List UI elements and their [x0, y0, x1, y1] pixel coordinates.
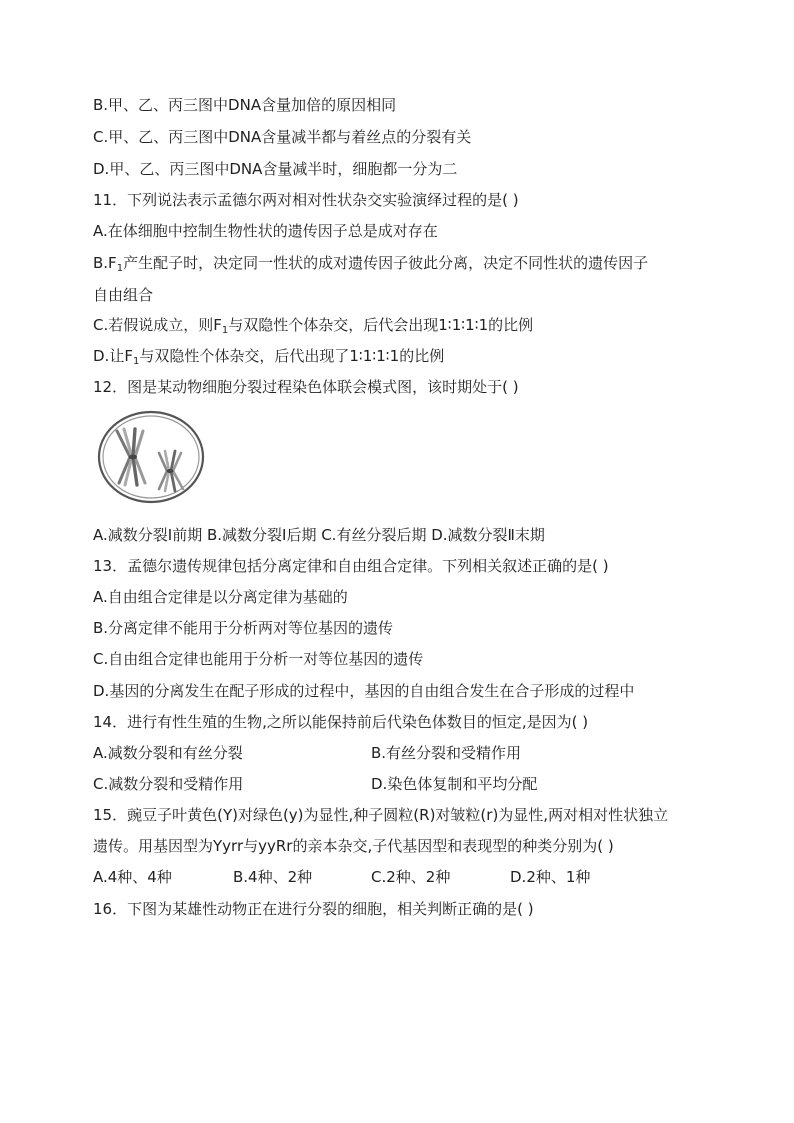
q14-option-b: B.有丝分裂和受精作用 — [371, 744, 522, 762]
q15-option-a: A.4种、4种 — [93, 868, 172, 886]
q13-option-b: B.分离定律不能用于分析两对等位基因的遗传 — [93, 619, 394, 637]
q15-option-b: B.4种、2种 — [233, 868, 313, 886]
q14-option-a: A.减数分裂和有丝分裂 — [93, 744, 243, 762]
q11-option-b: $B.F_1$产生配子时，决定同一性状的成对遗传因子彼此分离，决定不同性状的遗传因子 — [93, 254, 649, 274]
q15-option-d: D.2种、1种 — [510, 868, 591, 886]
q13-option-d: D.基因的分离发生在配子形成的过程中，基因的自由组合发生在合子形成的过程中 — [93, 682, 635, 700]
q11-option-d: D.让$F_1$与双隐性个体杂交，后代出现了1∶1∶1∶1的比例 — [93, 347, 445, 367]
q14-option-c: C.减数分裂和受精作用 — [93, 775, 244, 793]
q10-option-c: C.甲、乙、丙三图中DNA含量减半都与着丝点的分裂有关 — [93, 128, 472, 146]
q11-option-c: C.若假说成立，则$F_1$与双隐性个体杂交，后代会出现1∶1∶1∶1的比例 — [93, 316, 534, 336]
q11-option-a: A.在体细胞中控制生物性状的遗传因子总是成对存在 — [93, 222, 438, 240]
q12-options: A.减数分裂Ⅰ前期 B.减数分裂Ⅰ后期 C.有丝分裂后期 D.减数分裂Ⅱ末期 — [93, 526, 545, 544]
q13-option-a: A.自由组合定律是以分离定律为基础的 — [93, 588, 348, 606]
q15-option-c: C.2种、2种 — [371, 868, 451, 886]
question-16: 16．下图为某雄性动物正在进行分裂的细胞，相关判断正确的是( ) — [93, 900, 534, 918]
q14-option-d: D.染色体复制和平均分配 — [371, 775, 538, 793]
question-15-cont: 遗传。用基因型为Yyrr与yyRr的亲本杂交,子代基因型和表现型的种类分别为( ) — [93, 837, 614, 855]
q10-option-d: D.甲、乙、丙三图中DNA含量减半时，细胞都一分为二 — [93, 160, 458, 178]
question-12: 12．图是某动物细胞分裂过程染色体联会模式图，该时期处于( ) — [93, 378, 519, 396]
question-15: 15．豌豆子叶黄色(Y)对绿色(y)为显性,种子圆粒(R)对皱粒(r)为显性,两对相对性状独立 — [93, 806, 669, 824]
question-14: 14．进行有性生殖的生物,之所以能保持前后代染色体数目的恒定,是因为( ) — [93, 713, 589, 731]
question-13: 13．孟德尔遗传规律包括分离定律和自由组合定律。下列相关叙述正确的是( ) — [93, 557, 609, 575]
q10-option-b: B.甲、乙、丙三图中DNA含量加倍的原因相同 — [93, 96, 397, 114]
question-11: 11．下列说法表示孟德尔两对相对性状杂交实验演绎过程的是( ) — [93, 191, 519, 209]
q11-option-b-cont: 自由组合 — [93, 286, 154, 304]
chromosome-synapsis-figure — [95, 409, 207, 505]
q13-option-c: C.自由组合定律也能用于分析一对等位基因的遗传 — [93, 650, 424, 668]
